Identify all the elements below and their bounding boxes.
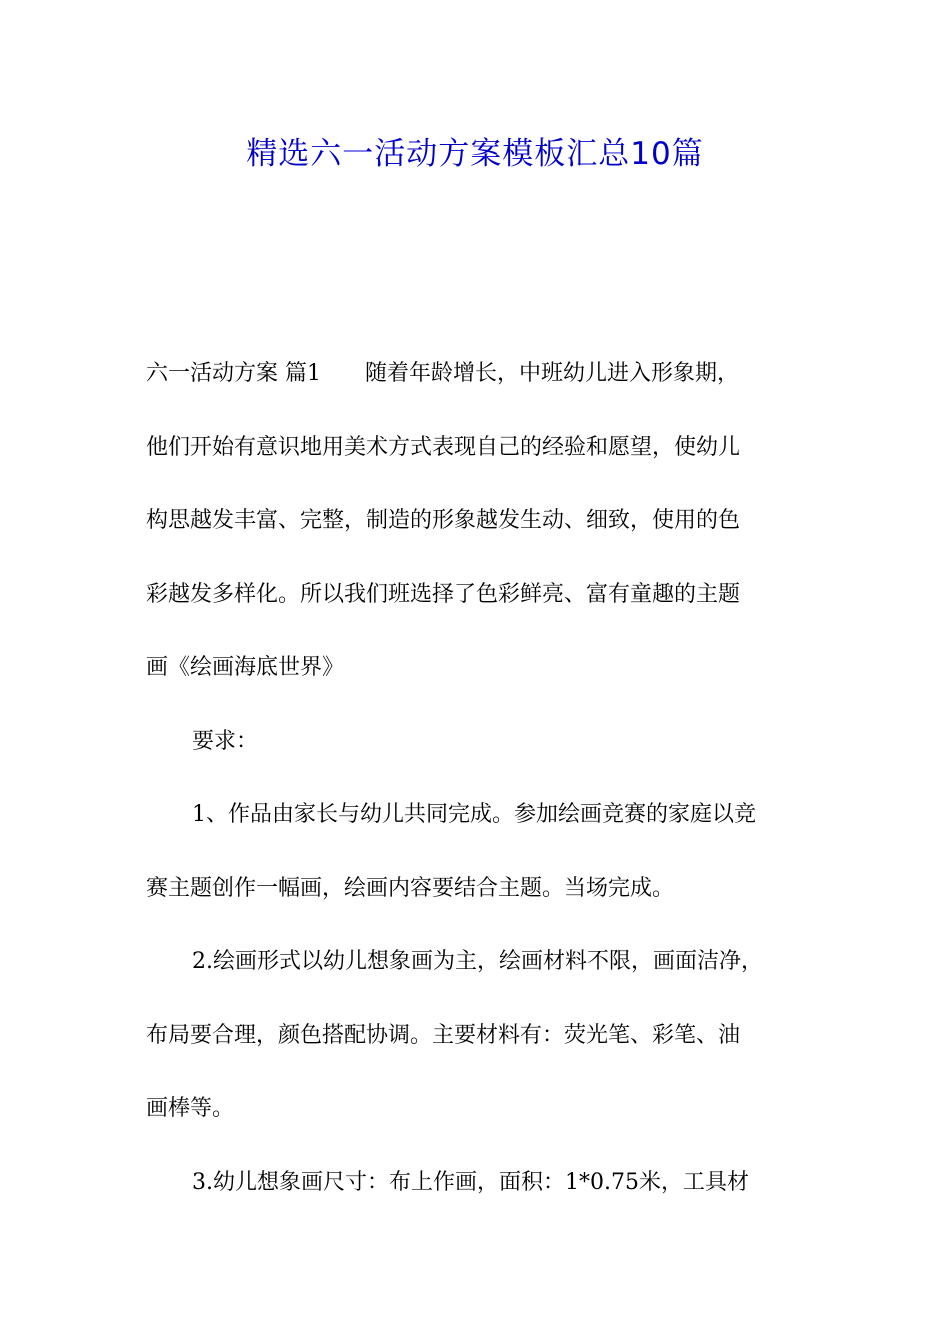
text-line: 六一活动方案 篇1 随着年龄增长，中班幼儿进入形象期， bbox=[146, 361, 740, 386]
section-heading: 六一活动方案 篇1 bbox=[146, 361, 321, 386]
paragraph-requirement-1 bbox=[146, 778, 812, 925]
document-title: 精选六一活动方案模板汇总10篇 bbox=[246, 136, 704, 172]
document-body bbox=[146, 337, 812, 1219]
text-line: 布局要合理，颜色搭配协调。主要材料有：荧光笔、彩笔、油 bbox=[146, 1022, 741, 1048]
text-line: 3.幼儿想象画尺寸：布上作画，面积：1*0.75米，工具材 bbox=[192, 1169, 749, 1195]
paragraph-requirements-label bbox=[146, 705, 812, 779]
text-line: 2.绘画形式以幼儿想象画为主，绘画材料不限，画面洁净， bbox=[192, 949, 763, 974]
paragraph-requirement-3 bbox=[146, 1146, 812, 1220]
paragraph-requirement-2 bbox=[146, 925, 812, 1146]
text-line: 1、作品由家长与幼儿共同完成。参加绘画竞赛的家庭以竞 bbox=[192, 802, 756, 827]
text-line: 画《绘画海底世界》 bbox=[146, 655, 345, 680]
paragraph-intro bbox=[146, 337, 812, 705]
text-line: 要求： bbox=[192, 728, 259, 754]
text-line: 彩越发多样化。所以我们班选择了色彩鲜亮、富有童趣的主题 bbox=[146, 581, 741, 607]
text-line: 赛主题创作一幅画，绘画内容要结合主题。当场完成。 bbox=[146, 875, 675, 901]
text-line: 画棒等。 bbox=[146, 1096, 235, 1121]
text-line: 构思越发丰富、完整，制造的形象越发生动、细致，使用的色 bbox=[146, 508, 741, 533]
text-line: 他们开始有意识地用美术方式表现自己的经验和愿望，使幼儿 bbox=[146, 434, 741, 460]
